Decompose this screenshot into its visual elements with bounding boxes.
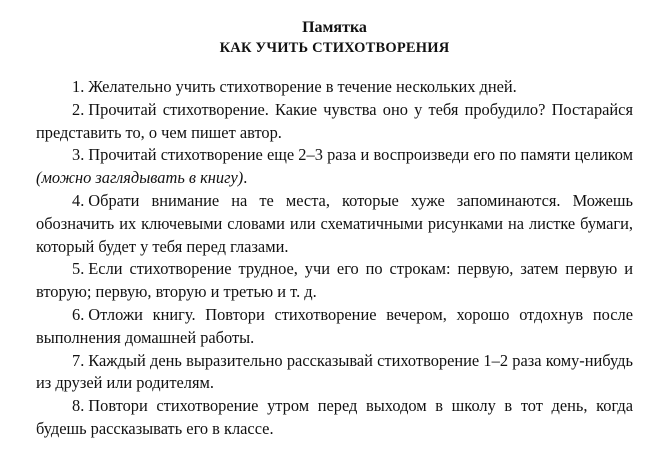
memo-item-8: [36, 395, 633, 441]
memo-list: [36, 76, 633, 441]
memo-subtitle: КАК УЧИТЬ СТИХОТВОРЕНИЯ: [219, 40, 450, 56]
item-number: 4.: [72, 190, 85, 210]
memo-item-4: [36, 190, 633, 258]
memo-item-2: [36, 99, 633, 145]
memo-item-1: [36, 76, 633, 99]
item-number: 3.: [72, 145, 85, 165]
memo-item-6: [36, 304, 633, 350]
item-italic-note: (можно заглядывать в книгу): [36, 168, 244, 188]
memo-title: Памятка: [302, 19, 367, 36]
item-number: 5.: [72, 259, 85, 279]
memo-item-3: [36, 144, 633, 190]
item-text: Если стихотворение трудное, учи его по строкам: первую, затем первую и вторую; первую, вторую и третью и т. д.: [36, 259, 633, 302]
item-text: Прочитай стихотворение. Какие чувства оно у тебя пробудило? Постарайся представить то, о чем пишет автор.: [36, 99, 633, 142]
item-number: 8.: [72, 396, 85, 416]
item-text: Каждый день выразительно рассказывай стихотворение 1–2 раза кому-нибудь из друзей или родителям.: [36, 350, 633, 393]
item-text-end: .: [243, 168, 248, 188]
item-number: 1.: [72, 77, 85, 96]
item-text: Повтори стихотворение утром перед выходом в школу в тот день, когда будешь рассказывать его в классе.: [36, 396, 633, 438]
item-text: Желательно учить стихотворение в течение нескольких дней.: [88, 77, 517, 96]
item-number: 2.: [72, 99, 85, 119]
item-number: 7.: [72, 350, 85, 370]
item-text: Прочитай стихотворение еще 2–3 раза и воспроизведи его по памяти целиком: [88, 145, 633, 165]
item-number: 6.: [72, 304, 85, 324]
item-text: Отложи книгу. Повтори стихотворение вечером, хорошо отдохнув после выполнения домашней работы.: [36, 304, 633, 347]
memo-item-5: [36, 258, 633, 304]
memo-item-7: [36, 350, 633, 396]
item-text: Обрати внимание на те места, которые хуже запоминаются. Можешь обозначить их ключевыми словами или схематичными рисунками на листке бумаги, который будет у тебя перед глазами.: [36, 190, 633, 256]
